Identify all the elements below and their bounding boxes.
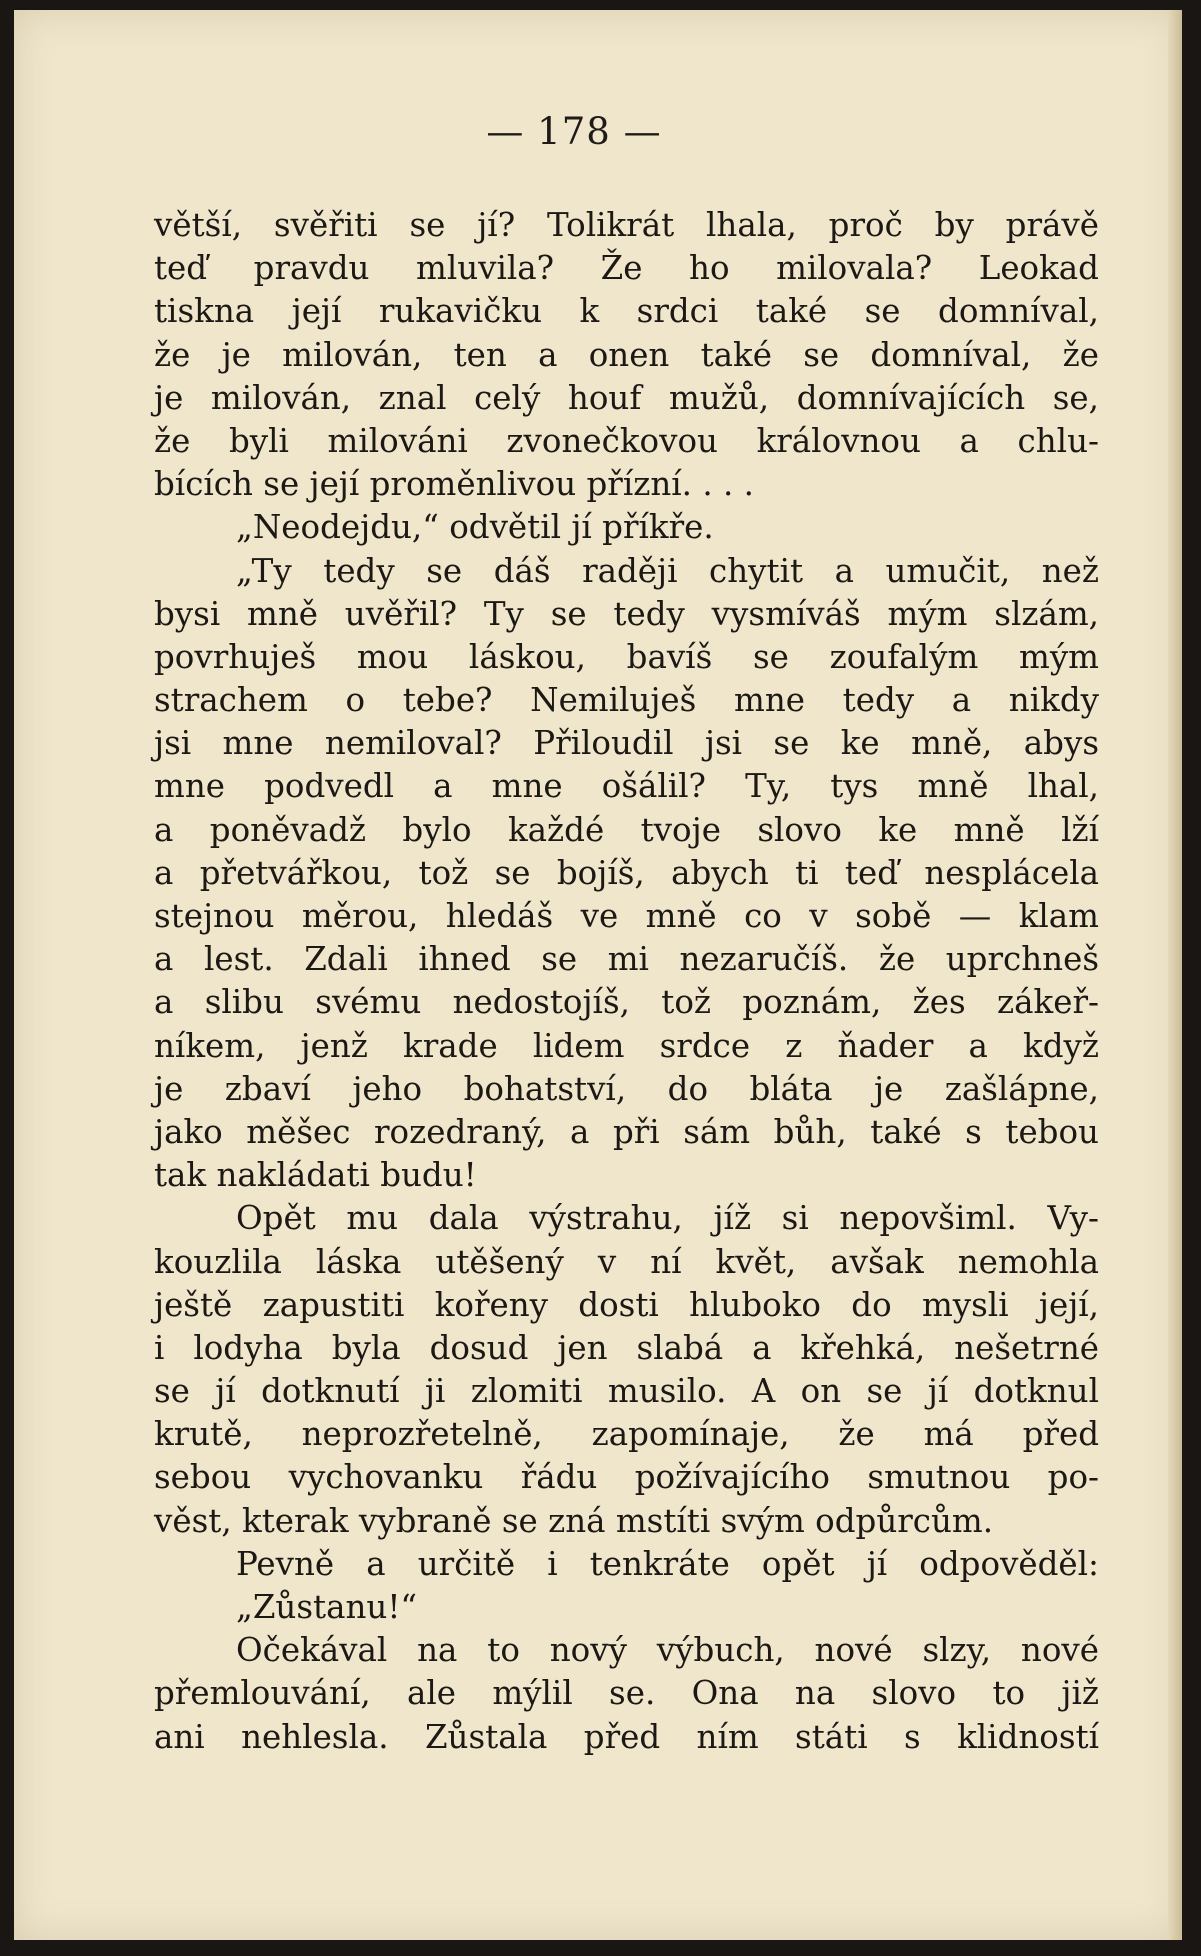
text-line: a lest. Zdali ihned se mi nezaručíš. že uprchneš: [154, 940, 1099, 979]
page-edge: [1168, 10, 1182, 1940]
text-line: tiskna její rukavičku k srdci také se domníval,: [154, 292, 1099, 331]
text-line: stejnou měrou, hledáš ve mně co v sobě — klam: [154, 897, 1099, 935]
text-line: větší, svěřiti se jí? Tolikrát lhala, proč by právě: [154, 206, 1099, 244]
text-line: jsi mne nemiloval? Přiloudil jsi se ke mně, abys: [154, 724, 1099, 763]
text-line: „Ty tedy se dáš raději chytit a umučit, než: [236, 551, 1099, 590]
text-line: že byli milováni zvonečkovou královnou a chlu-: [154, 421, 1099, 460]
text-line: i lodyha byla dosud jen slabá a křehká, nešetrné: [154, 1328, 1099, 1367]
text-line: ještě zapustiti kořeny dosti hluboko do mysli její,: [154, 1285, 1099, 1324]
text-line: „Zůstanu!“: [236, 1588, 418, 1626]
text-line: a slibu svému nedostojíš, tož poznám, žes zákeř-: [154, 983, 1099, 1022]
text-line: a přetvářkou, tož se bojíš, abych ti teď nesplácela: [154, 853, 1099, 892]
text-line: je zbaví jeho bohatství, do bláta je zašlápne,: [154, 1069, 1099, 1108]
book-page: [14, 10, 1182, 1940]
page-number: — 178 —: [486, 110, 662, 153]
text-line: Pevně a určitě i tenkráte opět jí odpověděl:: [236, 1544, 1099, 1583]
text-line: strachem o tebe? Nemiluješ mne tedy a nikdy: [154, 681, 1099, 720]
text-line: se jí dotknutí ji zlomiti musilo. A on se jí dotknul: [154, 1372, 1099, 1411]
text-line: povrhuješ mou láskou, bavíš se zoufalým mým: [154, 637, 1099, 676]
text-line: krutě, neprozřetelně, zapomínaje, že má před: [154, 1415, 1099, 1454]
text-line: bysi mně uvěřil? Ty se tedy vysmíváš mým slzám,: [154, 594, 1099, 633]
text-line: Očekával na to nový výbuch, nové slzy, nové: [236, 1631, 1099, 1670]
body-text: [154, 204, 1099, 1759]
text-line: přemlouvání, ale mýlil se. Ona na slovo to již: [154, 1674, 1099, 1713]
text-line: ani nehlesla. Zůstala před ním státi s klidností: [154, 1717, 1099, 1756]
text-line: Opět mu dala výstrahu, jíž si nepovšiml. Vy-: [236, 1199, 1099, 1238]
text-line: věst, kterak vybraně se zná mstíti svým odpůrcům.: [154, 1501, 994, 1540]
text-line: teď pravdu mluvila? Že ho milovala? Leokad: [154, 249, 1099, 288]
text-line: mne podvedl a mne ošálil? Ty, tys mně lhal,: [154, 767, 1099, 806]
text-line: jako měšec rozedraný, a při sám bůh, také s tebou: [154, 1112, 1099, 1151]
text-line: kouzlila láska utěšený v ní květ, avšak nemohla: [154, 1242, 1099, 1281]
text-line: sebou vychovanku řádu požívajícího smutnou po-: [154, 1458, 1099, 1497]
text-line: je milován, znal celý houf mužů, domnívajících se,: [154, 378, 1099, 417]
text-line: tak nakládati budu!: [154, 1156, 477, 1195]
text-line: bících se její proměnlivou přízní. . . .: [154, 465, 754, 504]
text-line: níkem, jenž krade lidem srdce z ňader a když: [154, 1026, 1099, 1065]
text-line: že je milován, ten a onen také se domníval, že: [154, 335, 1099, 374]
text-line: „Neodejdu,“ odvětil jí příkře.: [236, 508, 714, 547]
text-line: a poněvadž bylo každé tvoje slovo ke mně lží: [154, 810, 1099, 849]
